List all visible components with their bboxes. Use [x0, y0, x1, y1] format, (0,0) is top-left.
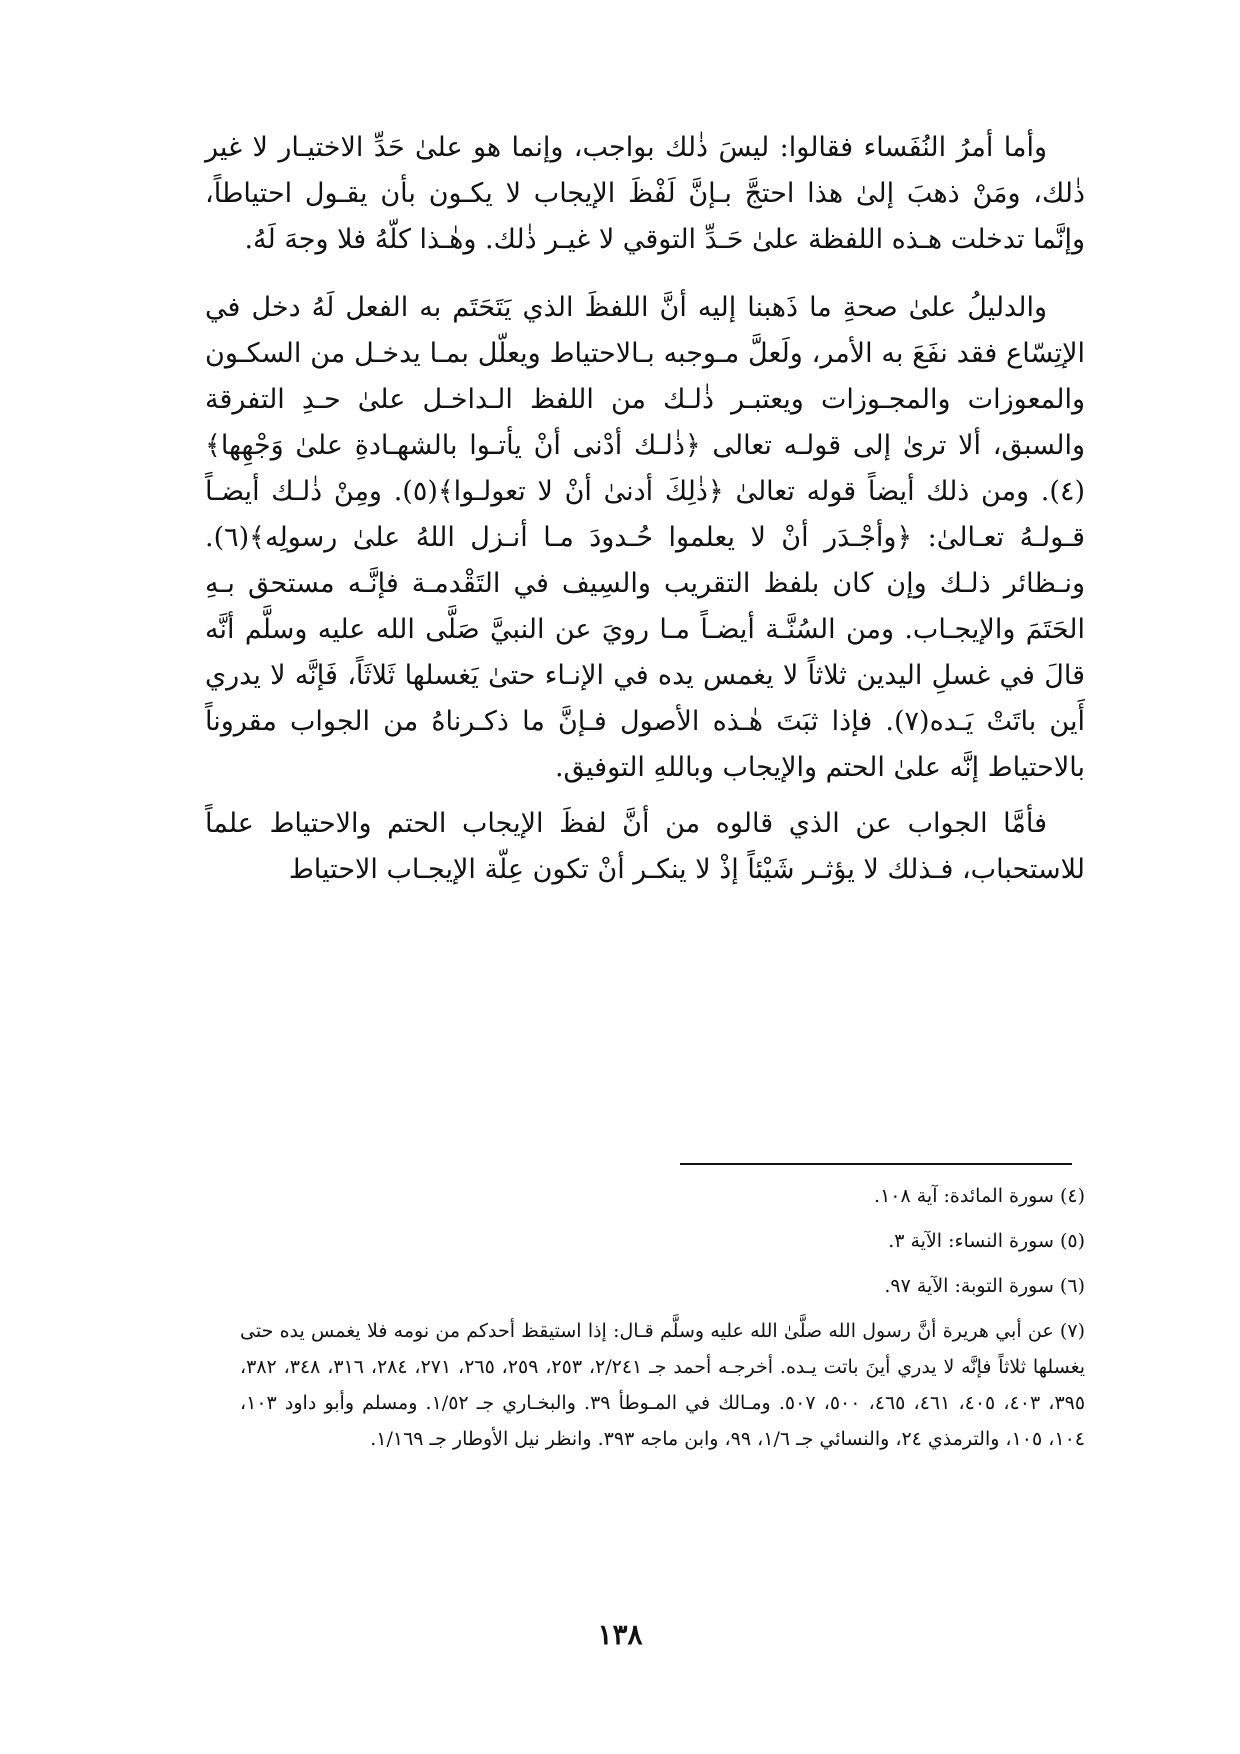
footnotes — [240, 1178, 1085, 1466]
footnote-4: (٤) سورة المائدة: آية ١٠٨. — [874, 1185, 1085, 1207]
footnote-6: (٦) سورة التوبة: الآية ٩٧. — [884, 1275, 1085, 1297]
main-text — [205, 125, 1085, 893]
footnote-7: (٧) عن أبي هريرة أنَّ رسول الله صلَّىٰ الله عليه وسلَّم قـال: إذا استيقظ أحدكم من نومه فلا يغمس يده حتى يغسلها ثلاثاً فإنَّه لا يدري أينَ باتت يـده. أخرجـه أحمد جـ ٢/٢٤١، ٢٥٣، ٢٥٩، ٢٦٥، ٢٧١، ٢٨٤، ٣١٦، ٣٤٨، ٣٨٢، ٣٩٥، ٤٠٣، ٤٠٥، ٤٦١، ٤٦٥، ٥٠٠، ٥٠٧. ومـالك في المـوطأ ٣٩. والبخـاري جـ ١/٥٢. ومسلم وأبو داود ١٠٣، ١٠٤، ١٠٥، والترمذي ٢٤، والنسائي جـ ١/٦، ٩٩، وابن ماجه ٣٩٣. وانظر نيل الأوطار جـ ١/١٦٩. — [240, 1320, 1086, 1450]
page-number: ١٣٨ — [597, 1618, 643, 1651]
footnote-divider — [680, 1163, 1072, 1165]
paragraph-3: فأمَّا الجواب عن الذي قالوه من أنَّ لفظَ الإيجاب الحتم والاحتياط علماً للاستحباب، فـذلك لا يؤثـر شَيْئاً إذْ لا ينكـر أنْ تكون عِلّة الإيجـاب الاحتياط — [205, 808, 1085, 885]
paragraph-1: وأما أمرُ النُفَساء فقالوا: ليسَ ذٰلك بواجب، وإنما هو علىٰ حَدِّ الاختيـار لا غير ذٰلك، ومَنْ ذهبَ إلىٰ هذا احتجَّ بـإنَّ لَفْظَ الإيجاب لا يكـون بأن يقـول احتياطاً، وإنَّما تدخلت هـذه اللفظة علىٰ حَـدِّ التوقي لا غيـر ذٰلك. وهٰـذا كلّهُ فلا وجهَ لَهُ. — [205, 132, 1085, 255]
paragraph-2: والدليلُ علىٰ صحةِ ما ذَهبنا إليه أنَّ اللفظَ الذي يَتَحَتَم به الفعل لَهُ دخل في الإتِسّاع فقد نفَعَ به الأمر، ولَعلَّ مـوجبه بـالاحتياط ويعلّل بمـا يدخـل من السكـون والمعوزات والمجـوزات ويعتبـر ذٰلـك من اللفظ الـداخـل علىٰ حـدِ التفرقة والسبق، ألا ترىٰ إلى قولـه تعالى ﴿ذٰلـك أدْنى أنْ يأتـوا بالشهـادةِ علىٰ وَجْهِها﴾(٤). ومن ذلك أيضاً قوله تعالىٰ ﴿ذٰلِكَ أدنىٰ أنْ لا تعولـوا﴾(٥). ومِنْ ذٰلـك أيضـاً قـولـهُ تعـالىٰ: ﴿وأجْـدَر أنْ لا يعلموا حُـدودَ مـا أنـزل اللهُ علىٰ رسولِه﴾(٦). ونـظائر ذلـك وإن كان بلفظ التقريب والسِيف في التَقْدمـة فإنَّـه مستحق بـهِ الحَتَمَ والإيجـاب. ومن السُنَّـة أيضـاً مـا رويَ عن النبيَّ صَلَّى الله عليه وسلَّم أنَّه قالَ في غسلِ اليدين ثلاثاً لا يغمس يده في الإنـاء حتىٰ يَغسلها ثَلاثَاً، فَإنَّه لا يدري أَين باتَتْ يَـده(٧). فإذا ثبَتَ هٰـذه الأصول فـإنَّ ما ذكـرناهُ من الجواب مقروناً بالاحتياط إنَّه علىٰ الحتم والإيجاب وباللهِ التوفيق. — [205, 292, 1085, 783]
footnote-5: (٥) سورة النساء: الآية ٣. — [888, 1230, 1085, 1252]
